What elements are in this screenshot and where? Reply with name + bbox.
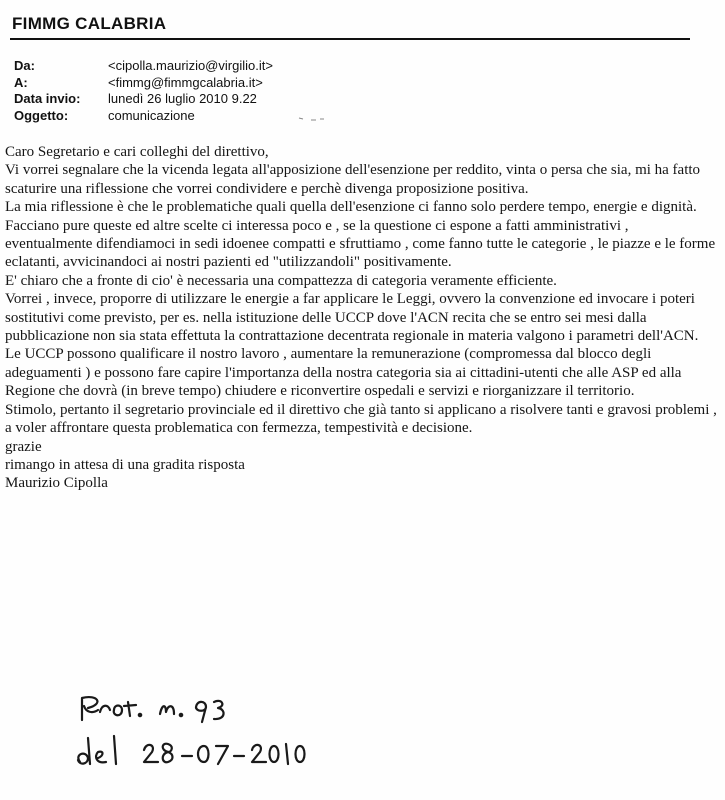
body-paragraph: La mia riflessione è che le problematiche quali quella dell'esenzione ci fanno solo perdere tempo, energie e dignità. <box>5 199 697 216</box>
to-value: <fimmg@fimmgcalabria.it> <box>108 74 263 90</box>
body-paragraph: Facciano pure queste ed altre scelte ci interessa poco e , se la questione ci espone a fatti amministrativi , eventualmente difendiamoci in sedi idoenee compatti e sfruttiamo , come fanno tutte le categorie , le piazze e le forme eclatanti, avvicinandoci ai nostri pazienti ed "utilizzandoli" positivamente. <box>5 217 716 271</box>
body-paragraph: Vi vorrei segnalare che la vicenda legata all'apposizione dell'esenzione per reddito, vinta o persa che sia, mi ha fatto scaturire una riflessione che vorrei condividere e perchè divenga proposizione positiva. <box>5 162 701 197</box>
closing-line: rimango in attesa di una gradita risposta <box>5 456 245 473</box>
date-label: Data invio: <box>14 91 81 106</box>
email-header-block <box>14 58 273 124</box>
body-paragraph: Stimolo, pertanto il segretario provinciale ed il direttivo che già tanto si applicano a risolvere tanti e gravosi problemi , a voler affrontare questa problematica con fermezza, tempestività e decisione. <box>5 401 717 437</box>
from-row <box>14 58 273 75</box>
from-label: Da: <box>14 58 35 73</box>
salutation: Caro Segretario e cari colleghi del direttivo, <box>5 144 269 160</box>
handwritten-protocol-stamp <box>68 690 328 790</box>
title-underline <box>10 38 690 40</box>
subject-label: Oggetto: <box>14 107 69 123</box>
body-paragraph: Vorrei , invece, proporre di utilizzare le energie a far applicare le Leggi, ovvero la convenzione ed invocare i poteri sostitutivi come previsto, per es. nella istituzione delle UCCP dove l'ACN recita che se entro sei mesi dalla pubblicazione non sia stata effettuta la contrattazione decentrata regionale in materia valgono i parametri dell'ACN. <box>5 291 699 345</box>
signature-name: Maurizio Cipolla <box>5 475 108 492</box>
subject-row <box>14 108 273 125</box>
body-paragraph: E' chiaro che a fronte di cio' è necessaria una compattezza di categoria veramente efficiente. <box>5 272 557 289</box>
organization-title: FIMMG CALABRIA <box>12 14 167 33</box>
body-paragraph: Le UCCP possono qualificare il nostro lavoro , aumentare la remunerazione (compromessa dal blocco degli adeguamenti ) e possono fare capire l'importanza della nostra categoria sia ai cittadini-utenti che alle ASP ed alla Regione che dovrà (in breve tempo) chiudere e riconvertire ospedali e servizi e riorganizzare il territorio. <box>5 346 682 400</box>
subject-value: comunicazione <box>108 107 195 123</box>
from-value: <cipolla.maurizio@virgilio.it> <box>108 58 273 73</box>
date-value: lunedì 26 luglio 2010 9.22 <box>108 91 257 106</box>
letter-body <box>5 143 719 493</box>
scan-smudge-mark <box>298 116 328 122</box>
to-row <box>14 75 273 92</box>
date-row <box>14 91 273 108</box>
to-label: A: <box>14 74 28 90</box>
closing-thanks: grazie <box>5 438 42 455</box>
